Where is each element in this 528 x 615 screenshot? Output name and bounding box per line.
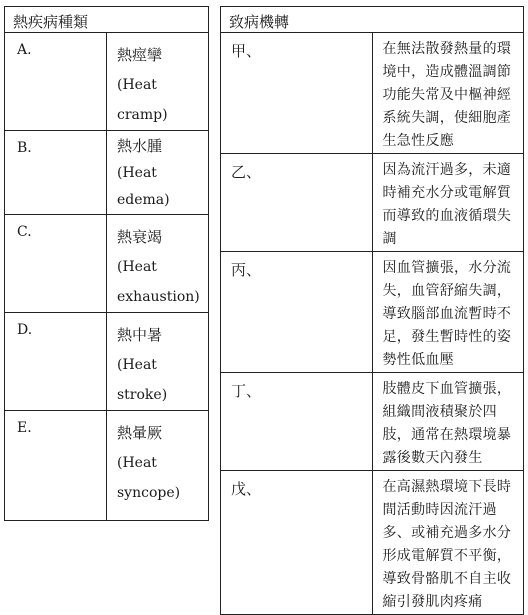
illness-name-cell — [107, 215, 209, 313]
illness-name-cell — [107, 33, 209, 131]
illness-name-cell — [107, 131, 209, 215]
row-mark: 戊、 — [221, 471, 373, 615]
illness-name-cell — [107, 411, 209, 521]
illness-english-name: (Heat cramp) — [117, 77, 168, 123]
table-row — [221, 33, 524, 154]
heat-illness-types-table — [4, 6, 209, 521]
illness-name-cell — [107, 313, 209, 411]
row-mark: 丙、 — [221, 252, 373, 373]
table-row — [5, 33, 209, 131]
table-row — [221, 471, 524, 615]
mechanism-text: 肢體皮下血管擴張，組織間液積聚於四肢，通常在熱環境暴露後數天內發生 — [372, 373, 524, 471]
row-code: E. — [5, 411, 107, 521]
row-mark: 乙、 — [221, 154, 373, 252]
table-row — [5, 313, 209, 411]
illness-english-name: (Heat edema) — [117, 165, 170, 208]
illness-english-name: (Heat syncope) — [117, 455, 181, 501]
illness-name: 熱暈厥 — [117, 424, 163, 442]
mechanism-text: 因血管擴張，水分流失，血管舒縮失調，導致腦部血流暫時不足，發生暫時性的姿勢性低血壓 — [372, 252, 524, 373]
pathogenesis-table — [220, 6, 524, 615]
mechanism-text: 在無法散發熱量的環境中，造成體溫調節功能失常及中樞神經系統失調，使細胞產生急性反應 — [372, 33, 524, 154]
column-header: 熱疾病種類 — [5, 7, 209, 33]
table-header-row — [5, 7, 209, 33]
table-row — [5, 411, 209, 521]
row-code: D. — [5, 313, 107, 411]
mechanism-text: 在高濕熱環境下長時間活動時因流汗過多、或補充過多水分形成電解質不平衡，導致骨骼肌不自主收縮引發肌肉疼痛 — [372, 471, 524, 615]
table-row — [221, 252, 524, 373]
mechanism-text: 因為流汗過多，未適時補充水分或電解質而導致的血液循環失調 — [372, 154, 524, 252]
table-row — [5, 131, 209, 215]
table-header-row — [221, 7, 524, 33]
row-code: B. — [5, 131, 107, 215]
illness-name: 熱中暑 — [117, 326, 163, 344]
column-header: 致病機轉 — [221, 7, 524, 33]
illness-english-name: (Heat exhaustion) — [117, 259, 200, 305]
row-code: A. — [5, 33, 107, 131]
illness-name: 熱水腫 — [117, 137, 163, 155]
table-row — [221, 154, 524, 252]
row-mark: 丁、 — [221, 373, 373, 471]
table-row — [5, 215, 209, 313]
illness-english-name: (Heat stroke) — [117, 357, 168, 403]
illness-name: 熱痙攣 — [117, 46, 163, 64]
table-row — [221, 373, 524, 471]
row-code: C. — [5, 215, 107, 313]
illness-name: 熱衰竭 — [117, 228, 163, 246]
row-mark: 甲、 — [221, 33, 373, 154]
